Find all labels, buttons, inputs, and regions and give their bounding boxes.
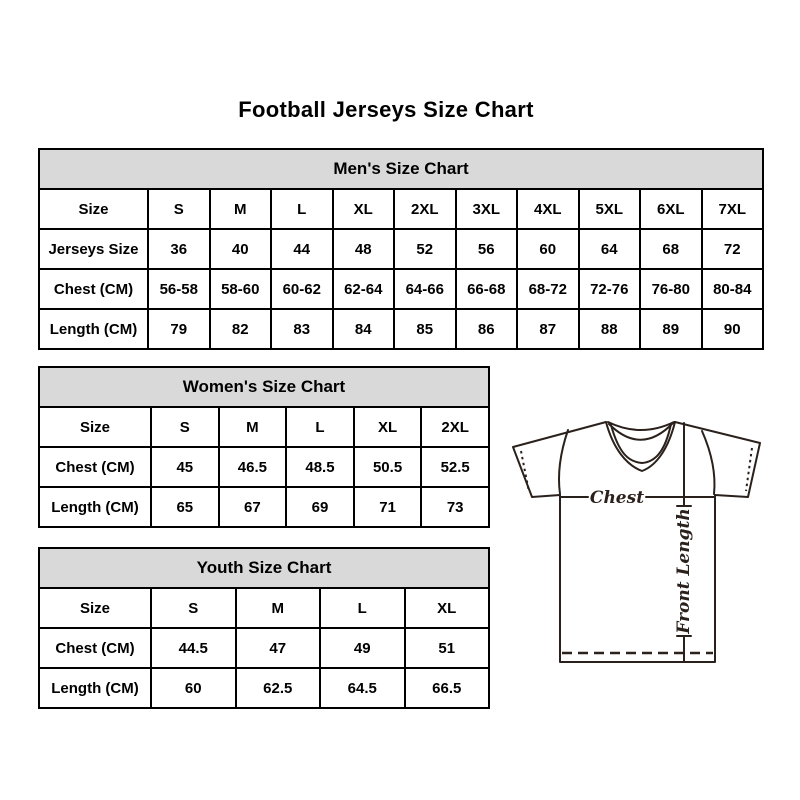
table-row	[39, 407, 489, 447]
size-cell: 3XL	[456, 189, 518, 229]
page-title: Football Jerseys Size Chart	[238, 97, 534, 122]
size-cell: 83	[271, 309, 333, 349]
row-label: Size	[39, 407, 151, 447]
table-row	[39, 229, 763, 269]
size-cell: 5XL	[579, 189, 641, 229]
size-cell: 71	[354, 487, 422, 527]
size-cell: 64-66	[394, 269, 456, 309]
table-title: Men's Size Chart	[39, 149, 763, 189]
size-cell: 47	[236, 628, 321, 668]
size-cell: 48	[333, 229, 395, 269]
table-row	[39, 668, 489, 708]
size-cell: 7XL	[702, 189, 764, 229]
size-cell: L	[320, 588, 405, 628]
size-cell: S	[148, 189, 210, 229]
size-cell: L	[286, 407, 354, 447]
size-cell: 45	[151, 447, 219, 487]
size-cell: 2XL	[421, 407, 489, 447]
table-row	[39, 189, 763, 229]
row-label: Size	[39, 189, 148, 229]
table-title-row	[39, 149, 763, 189]
size-cell: S	[151, 407, 219, 447]
table-row	[39, 628, 489, 668]
size-cell: 84	[333, 309, 395, 349]
row-label: Length (CM)	[39, 668, 151, 708]
youth-size-table	[38, 547, 490, 709]
size-cell: 40	[210, 229, 272, 269]
size-cell: 73	[421, 487, 489, 527]
size-cell: 90	[702, 309, 764, 349]
size-cell: 64.5	[320, 668, 405, 708]
size-cell: 56-58	[148, 269, 210, 309]
size-cell: 46.5	[219, 447, 287, 487]
size-cell: 72-76	[579, 269, 641, 309]
size-cell: 80-84	[702, 269, 764, 309]
size-cell: 66.5	[405, 668, 490, 708]
row-label: Chest (CM)	[39, 447, 151, 487]
womens-size-table	[38, 366, 490, 528]
size-cell: 60	[517, 229, 579, 269]
jersey-diagram	[500, 400, 775, 692]
size-cell: M	[210, 189, 272, 229]
size-cell: 49	[320, 628, 405, 668]
table-row	[39, 269, 763, 309]
size-cell: 67	[219, 487, 287, 527]
size-cell: 69	[286, 487, 354, 527]
size-cell: M	[236, 588, 321, 628]
size-cell: 64	[579, 229, 641, 269]
size-cell: 72	[702, 229, 764, 269]
size-cell: 51	[405, 628, 490, 668]
size-cell: 68	[640, 229, 702, 269]
size-cell: 86	[456, 309, 518, 349]
size-cell: 62.5	[236, 668, 321, 708]
size-cell: 85	[394, 309, 456, 349]
size-cell: 76-80	[640, 269, 702, 309]
row-label: Chest (CM)	[39, 628, 151, 668]
size-cell: 52.5	[421, 447, 489, 487]
jersey-outline	[513, 422, 760, 662]
size-cell: M	[219, 407, 287, 447]
table-title: Women's Size Chart	[39, 367, 489, 407]
table-row	[39, 588, 489, 628]
size-cell: 58-60	[210, 269, 272, 309]
size-cell: 60-62	[271, 269, 333, 309]
size-cell: 44	[271, 229, 333, 269]
size-cell: 88	[579, 309, 641, 349]
size-cell: 36	[148, 229, 210, 269]
size-cell: XL	[405, 588, 490, 628]
size-cell: 44.5	[151, 628, 236, 668]
chest-label: Chest	[589, 488, 645, 508]
size-cell: 52	[394, 229, 456, 269]
size-cell: 87	[517, 309, 579, 349]
size-cell: 82	[210, 309, 272, 349]
table-title: Youth Size Chart	[39, 548, 489, 588]
size-cell: 6XL	[640, 189, 702, 229]
size-cell: L	[271, 189, 333, 229]
row-label: Chest (CM)	[39, 269, 148, 309]
jersey-cuff-stitches	[521, 448, 752, 492]
size-cell: 4XL	[517, 189, 579, 229]
table-row	[39, 487, 489, 527]
row-label: Length (CM)	[39, 487, 151, 527]
jersey-collar	[606, 422, 675, 471]
size-cell: 66-68	[456, 269, 518, 309]
size-cell: XL	[333, 189, 395, 229]
mens-size-table	[38, 148, 764, 350]
size-cell: 50.5	[354, 447, 422, 487]
size-cell: 79	[148, 309, 210, 349]
size-cell: 68-72	[517, 269, 579, 309]
table-title-row	[39, 367, 489, 407]
front-length-label: Front Length	[674, 508, 694, 634]
size-cell: XL	[354, 407, 422, 447]
size-cell: 56	[456, 229, 518, 269]
size-cell: 65	[151, 487, 219, 527]
size-cell: 60	[151, 668, 236, 708]
size-cell: 2XL	[394, 189, 456, 229]
table-row	[39, 309, 763, 349]
table-row	[39, 447, 489, 487]
size-cell: 48.5	[286, 447, 354, 487]
size-cell: 62-64	[333, 269, 395, 309]
table-title-row	[39, 548, 489, 588]
size-cell: S	[151, 588, 236, 628]
size-cell: 89	[640, 309, 702, 349]
row-label: Jerseys Size	[39, 229, 148, 269]
row-label: Size	[39, 588, 151, 628]
row-label: Length (CM)	[39, 309, 148, 349]
